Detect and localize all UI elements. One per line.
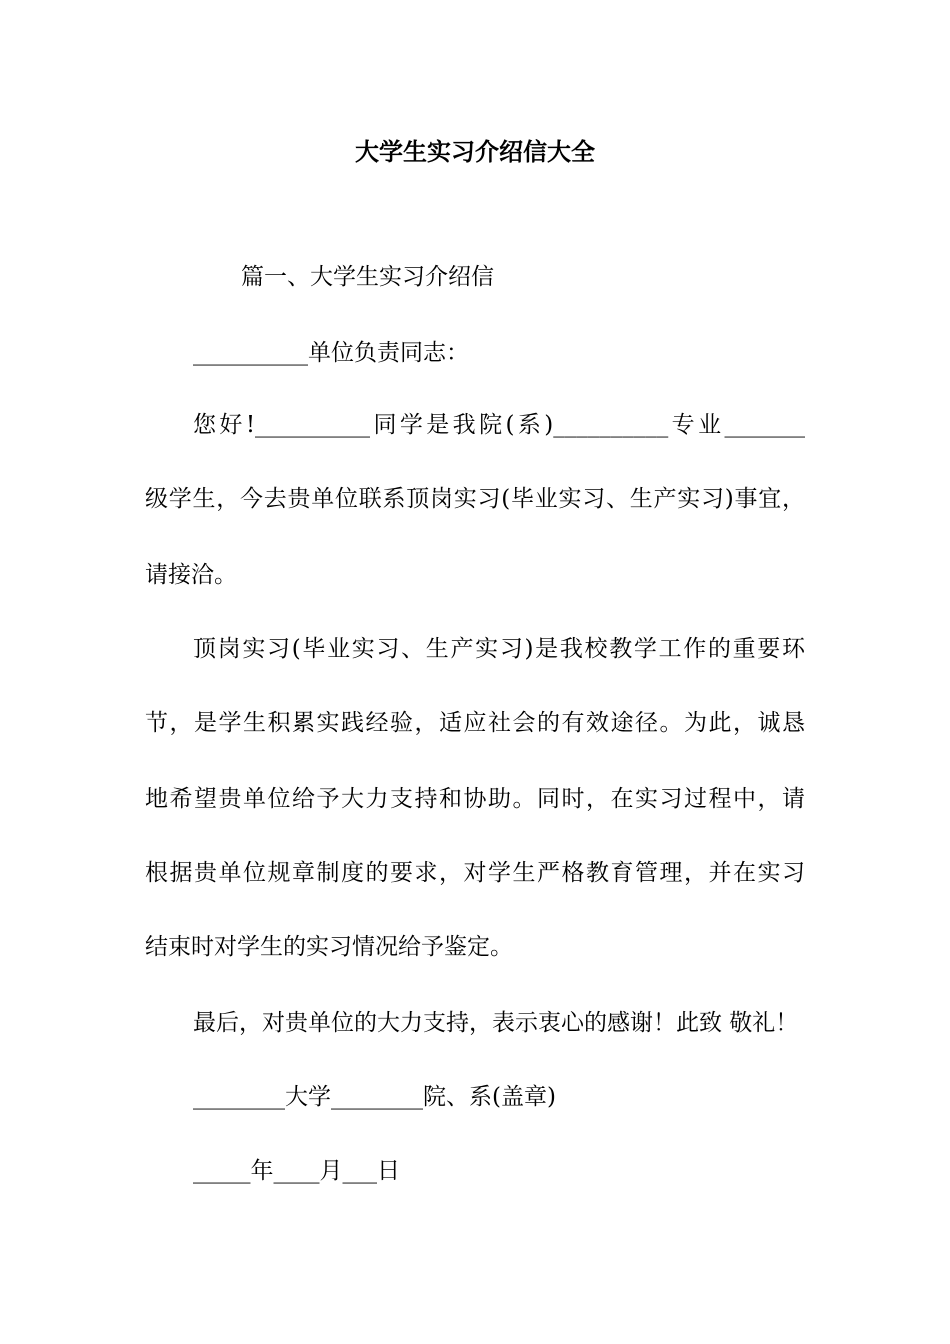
closing-line: 最后，对贵单位的大力支持，表示衷心的感谢！此致 敬礼！ xyxy=(193,1010,799,1036)
signature-line: ________大学________院、系(盖章) xyxy=(193,1084,556,1110)
paragraph-2-line-5: 结束时对学生的实习情况给予鉴定。 xyxy=(145,934,513,960)
paragraph-2-line-1: 顶岗实习(毕业实习、生产实习)是我校教学工作的重要环 xyxy=(193,636,805,662)
paragraph-2-line-4: 根据贵单位规章制度的要求，对学生严格教育管理，并在实习 xyxy=(145,860,805,886)
document-title: 大学生实习介绍信大全 xyxy=(355,137,595,166)
paragraph-2-line-2: 节，是学生积累实践经验，适应社会的有效途径。为此，诚恳 xyxy=(145,710,805,736)
paragraph-1-line-2: 级学生，今去贵单位联系顶岗实习(毕业实习、生产实习)事宜， xyxy=(145,486,805,512)
paragraph-1-line-3: 请接洽。 xyxy=(145,562,237,588)
section-heading: 篇一、大学生实习介绍信 xyxy=(241,264,494,290)
paragraph-1-line-1: 您好!__________同学是我院(系)__________专业_______ xyxy=(193,412,805,438)
date-line: _____年____月___日 xyxy=(193,1158,400,1184)
paragraph-2-line-3: 地希望贵单位给予大力支持和协助。同时，在实习过程中，请 xyxy=(145,786,805,812)
salutation: __________单位负责同志： xyxy=(193,340,469,366)
